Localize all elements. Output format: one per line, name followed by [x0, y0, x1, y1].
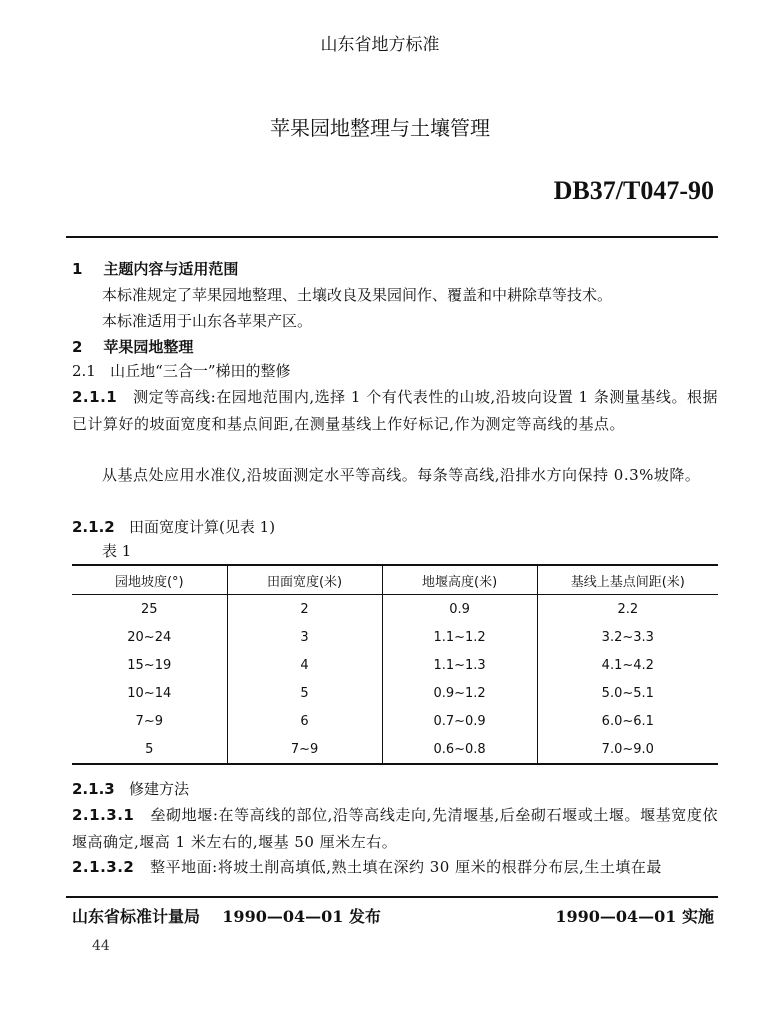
section-2-1-1 — [72, 384, 718, 438]
section-1-para-2: 本标准适用于山东各苹果产区。 — [102, 312, 313, 330]
page-number: 44 — [92, 938, 110, 954]
section-2-1-number: 2.1 — [72, 362, 96, 380]
section-1-para-1: 本标准规定了苹果园地整理、土壤改良及果园间作、覆盖和中耕除草等技术。 — [102, 286, 613, 304]
table-row — [72, 623, 718, 651]
section-1-number: 1 — [72, 260, 83, 278]
table-cell: 7~9 — [135, 713, 163, 729]
section-2-1-3-text: 修建方法 — [129, 780, 190, 798]
table-cell: 5 — [227, 679, 382, 707]
section-2-1-3 — [72, 776, 189, 802]
standard-code: DB37/T047-90 — [553, 176, 714, 205]
table-cell: 0.7~0.9 — [382, 707, 537, 735]
table-header-cell: 基线上基点间距(米) — [537, 565, 718, 595]
section-2-1 — [72, 358, 291, 384]
footer-issue-date: 1990—04—01 发布 — [222, 907, 381, 926]
table-cell: 2.2 — [537, 595, 718, 624]
table-header-row — [72, 565, 718, 595]
table-row — [72, 595, 718, 624]
section-2-number: 2 — [72, 338, 83, 356]
table-cell: 7.0~9.0 — [537, 735, 718, 764]
table-row — [72, 735, 718, 764]
table-cell: 3.2~3.3 — [537, 623, 718, 651]
table-cell: 0.9~1.2 — [382, 679, 537, 707]
table-cell: 1.1~1.2 — [382, 623, 537, 651]
table-cell: 0.9 — [382, 595, 537, 624]
section-2-1-3-1-text: 垒砌地堰:在等高线的部位,沿等高线走向,先清堰基,后垒砌石堰或土堰。堰基宽度依堰高确定,堰高 1 米左右的,堰基 50 厘米左右。 — [72, 806, 718, 851]
footer-implementation-date: 1990—04—01 实施 — [555, 907, 714, 926]
section-2-1-1-text: 测定等高线:在园地范围内,选择 1 个有代表性的山坡,沿坡向设置 1 条测量基线。根据已计算好的坡面宽度和基点间距,在测量基线上作好标记,作为测定等高线的基点。 — [72, 388, 718, 433]
table-cell: 4 — [227, 651, 382, 679]
footer-issuer: 山东省标准计量局 — [72, 907, 201, 926]
table-cell: 3 — [227, 623, 382, 651]
table-cell: 5.0~5.1 — [537, 679, 718, 707]
table-cell: 1.1~1.3 — [382, 651, 537, 679]
section-2-heading — [72, 334, 193, 360]
table-cell: 10~14 — [127, 685, 172, 701]
table-cell: 7~9 — [227, 735, 382, 764]
table-cell: 4.1~4.2 — [537, 651, 718, 679]
section-2-1-2-number: 2.1.2 — [72, 518, 115, 536]
section-2-1-3-1 — [72, 802, 718, 856]
table-cell: 6.0~6.1 — [537, 707, 718, 735]
section-2-1-2-text: 田面宽度计算(见表 1) — [129, 518, 276, 536]
table-row — [72, 679, 718, 707]
section-2-1-1-number: 2.1.1 — [72, 388, 118, 406]
table-cell: 5 — [72, 735, 227, 764]
section-2-1-3-2-text: 整平地面:将坡土削高填低,熟土填在深约 30 厘米的根群分布层,生土填在最 — [150, 858, 662, 876]
section-2-1-3-1-number: 2.1.3.1 — [72, 806, 135, 824]
table-1 — [72, 564, 718, 765]
table-header-cell: 田面宽度(米) — [227, 565, 382, 595]
section-1-heading — [72, 256, 238, 282]
section-2-1-3-number: 2.1.3 — [72, 780, 115, 798]
section-2-1-text: 山丘地“三合一”梯田的整修 — [110, 362, 291, 380]
standard-header: 山东省地方标准 — [320, 35, 440, 55]
table-row — [72, 651, 718, 679]
table-header-cell: 地堰高度(米) — [382, 565, 537, 595]
table-header-cell: 园地坡度(°) — [72, 565, 227, 595]
table-cell: 15~19 — [127, 657, 172, 673]
table-cell: 2 — [227, 595, 382, 624]
section-1-title: 主题内容与适用范围 — [103, 260, 239, 278]
section-2-1-3-2 — [72, 854, 718, 881]
table-cell: 25 — [140, 601, 158, 617]
bottom-rule — [66, 896, 718, 898]
section-2-1-3-2-number: 2.1.3.2 — [72, 858, 135, 876]
section-2-1-1-para-2: 从基点处应用水准仪,沿坡面测定水平等高线。每条等高线,沿排水方向保持 0.3%坡降。 — [102, 466, 701, 484]
document-title: 苹果园地整理与土壤管理 — [270, 116, 490, 140]
top-rule — [66, 236, 718, 238]
table-cell: 0.6~0.8 — [382, 735, 537, 764]
section-2-1-2 — [72, 514, 275, 540]
table-row — [72, 707, 718, 735]
table-cell: 20~24 — [127, 629, 172, 645]
footer-issue — [72, 904, 381, 927]
table-1-label: 表 1 — [102, 542, 132, 560]
section-2-title: 苹果园地整理 — [103, 338, 194, 356]
table-cell: 6 — [227, 707, 382, 735]
